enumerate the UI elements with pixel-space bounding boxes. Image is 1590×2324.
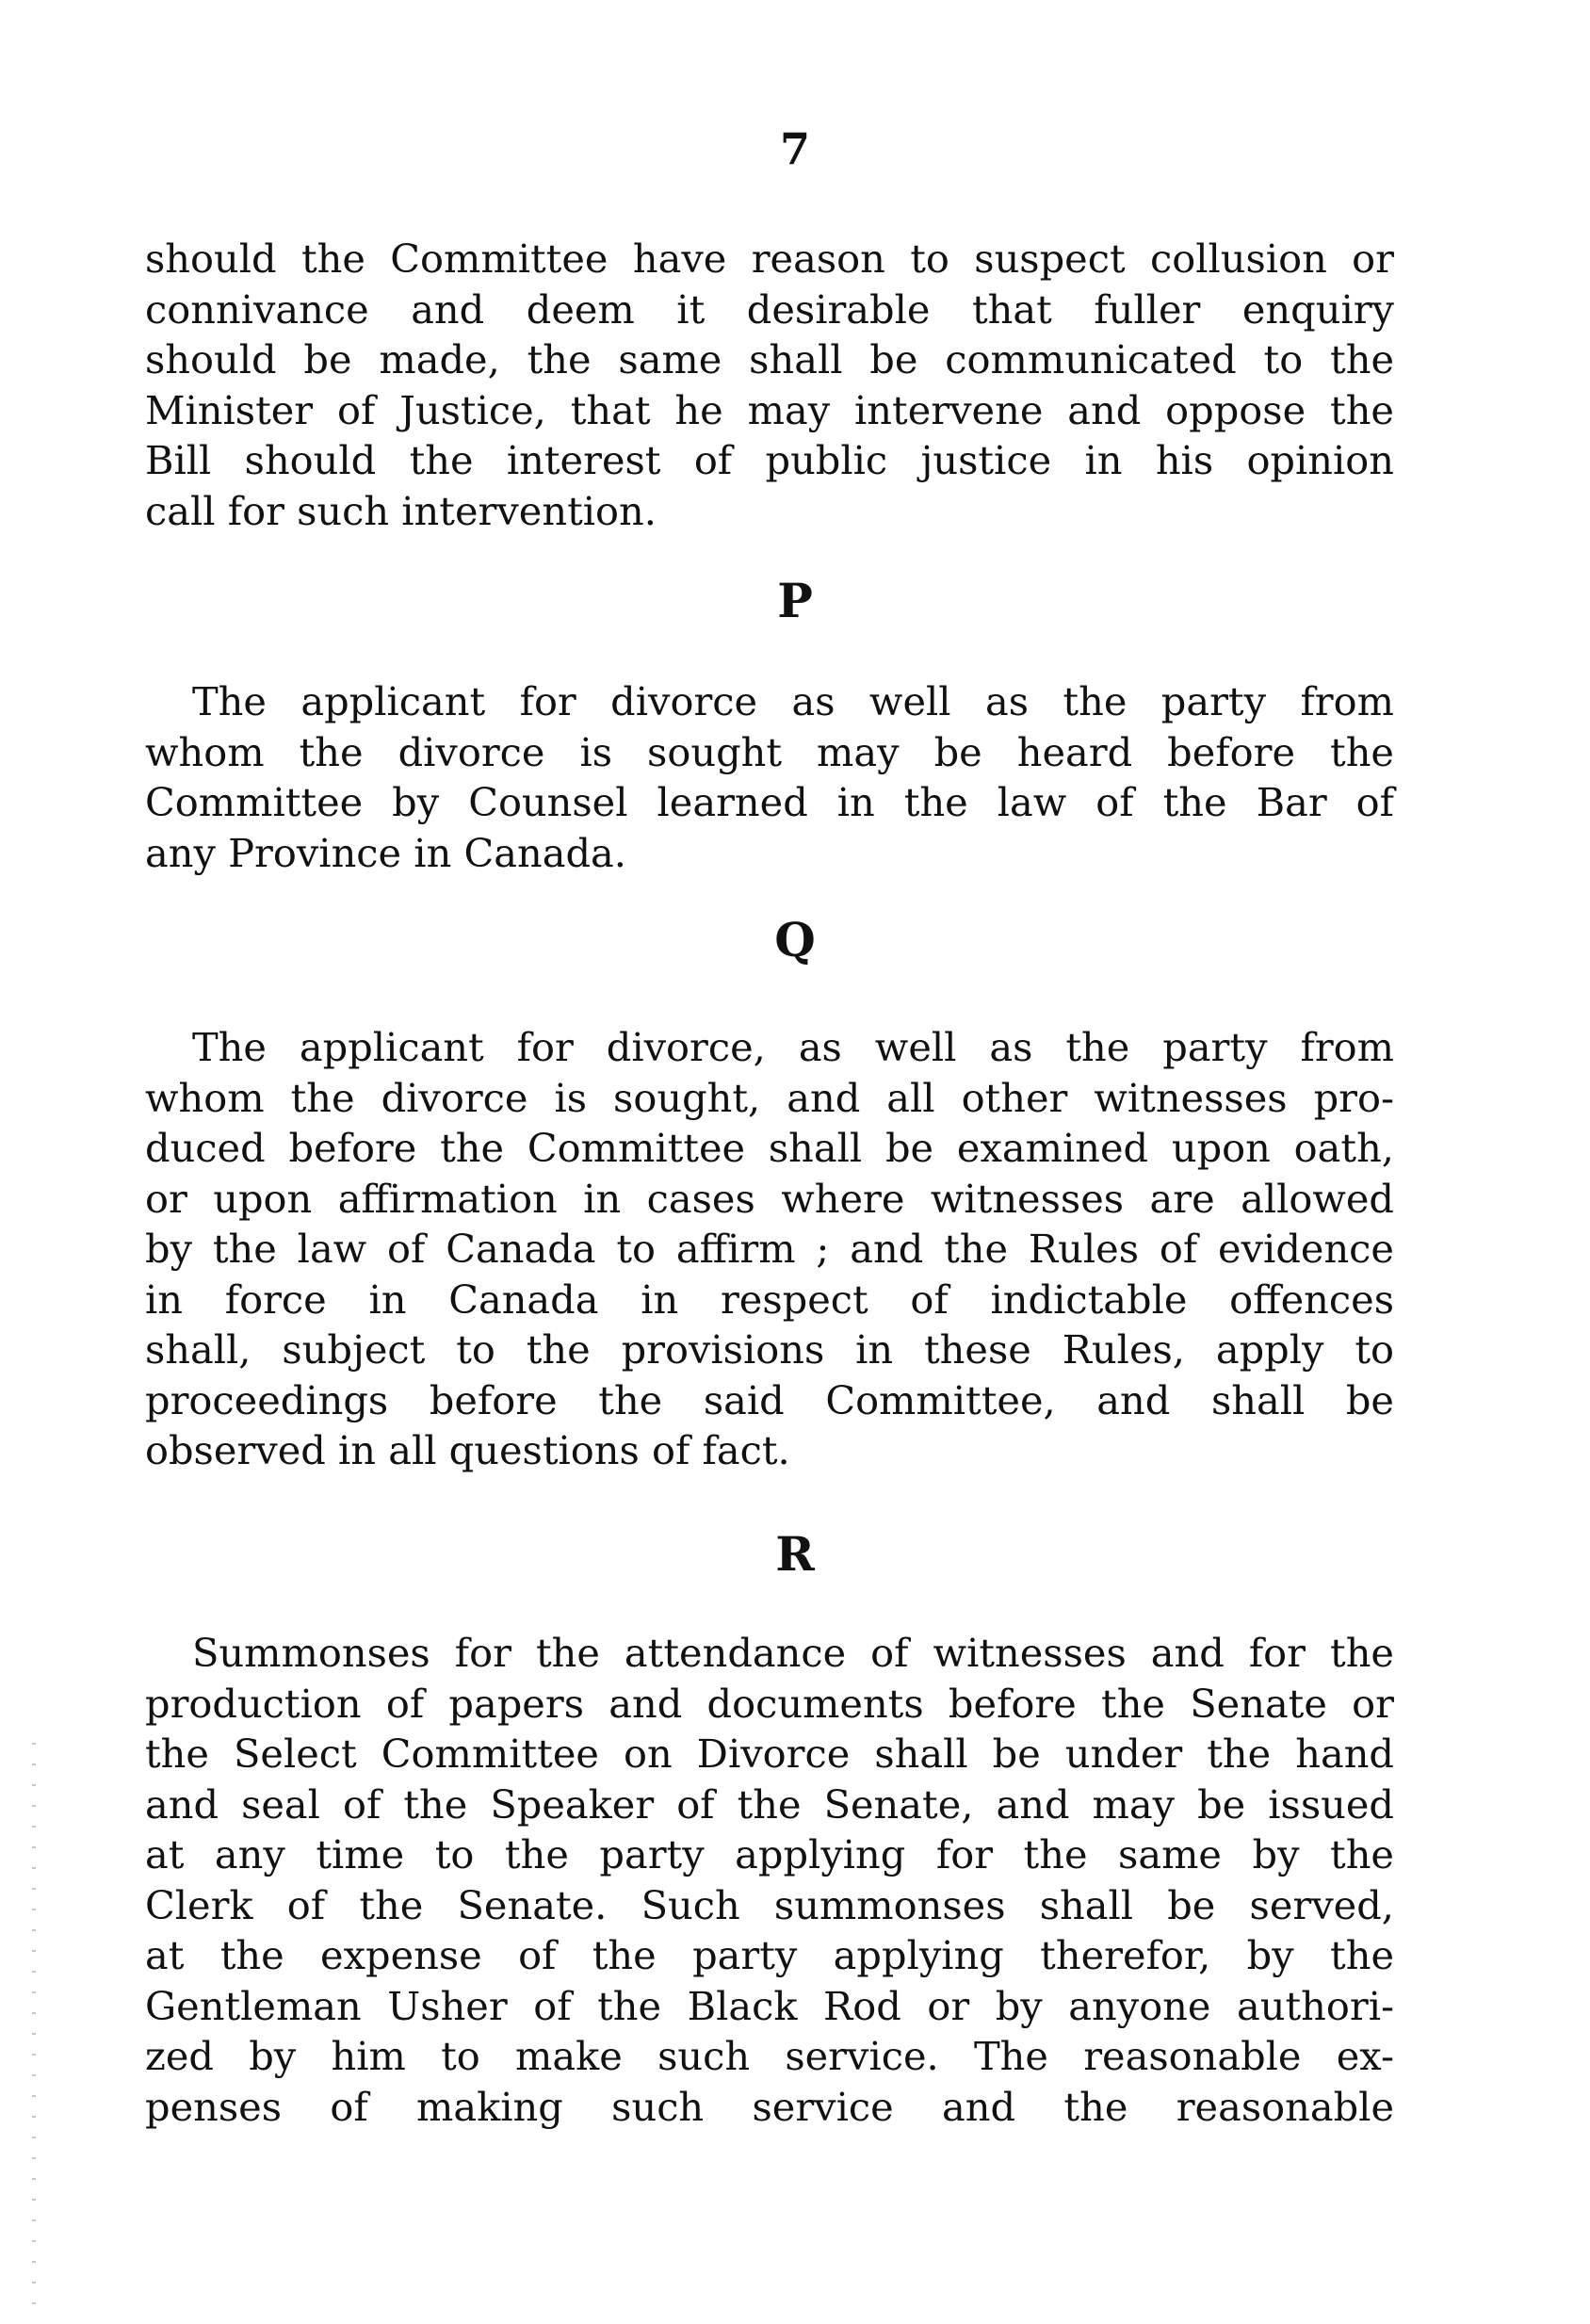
text-line: shall, subject to the provisions in these Rules, apply to: [145, 1326, 1394, 1373]
text-line: at the expense of the party applying therefor, by the: [145, 1932, 1394, 1978]
text-line: connivance and deem it desirable that fuller enquiry: [145, 285, 1394, 333]
text-line: Committee by Counsel learned in the law of the Bar of: [145, 779, 1394, 825]
text-line: any Province in Canada.: [145, 829, 626, 876]
text-line: whom the divorce is sought may be heard before the: [145, 728, 1394, 775]
text-line: or upon affirmation in cases where witnesses are allowed: [145, 1175, 1394, 1222]
text-line: Minister of Justice, that he may intervene and oppose the: [145, 386, 1394, 433]
text-line: whom the divorce is sought, and all other witnesses pro-: [145, 1074, 1394, 1121]
section-heading-r: R: [775, 1526, 815, 1582]
section-heading-p: P: [777, 573, 813, 628]
text-line: The applicant for divorce, as well as the party from: [192, 1024, 1394, 1070]
text-line: the Select Committee on Divorce shall be under the hand: [145, 1731, 1394, 1777]
text-line: by the law of Canada to affirm ; and the Rules of evidence: [145, 1226, 1394, 1272]
text-line: production of papers and documents before the Senate or: [145, 1680, 1394, 1727]
text-line: call for such intervention.: [145, 487, 657, 534]
text-line: should be made, the same shall be communicated to the: [145, 336, 1394, 382]
text-line: in force in Canada in respect of indictable offences: [145, 1276, 1394, 1323]
section-heading-q: Q: [774, 912, 816, 967]
text-line: and seal of the Speaker of the Senate, and may be issued: [145, 1780, 1394, 1828]
text-line: Gentleman Usher of the Black Rod or by anyone authori-: [145, 1982, 1394, 2029]
text-line: Summonses for the attendance of witnesses and for the: [192, 1630, 1394, 1676]
text-line: duced before the Committee shall be examined upon oath,: [145, 1125, 1394, 1171]
text-line: The applicant for divorce as well as the party from: [192, 678, 1394, 724]
text-line: should the Committee have reason to suspect collusion or: [145, 236, 1394, 282]
continuation-paragraph: [145, 234, 1394, 536]
text-line: Clerk of the Senate. Such summonses shall be served,: [145, 1881, 1394, 1928]
text-line: zed by him to make such service. The reasonable ex-: [145, 2033, 1394, 2079]
scan-margin-marks: [32, 1743, 36, 2308]
section-r-paragraph: [145, 1628, 1394, 2132]
text-line: proceedings before the said Committee, and shall be: [145, 1376, 1394, 1423]
section-q-paragraph: [145, 1022, 1394, 1476]
text-line: Bill should the interest of public justice in his opinion: [145, 437, 1394, 483]
section-p-paragraph: [145, 676, 1394, 878]
text-line: at any time to the party applying for the same by the: [145, 1831, 1394, 1877]
page-number: 7: [779, 123, 810, 174]
text-line: observed in all questions of fact.: [145, 1427, 790, 1473]
text-line: penses of making such service and the reasonable: [145, 2083, 1394, 2130]
